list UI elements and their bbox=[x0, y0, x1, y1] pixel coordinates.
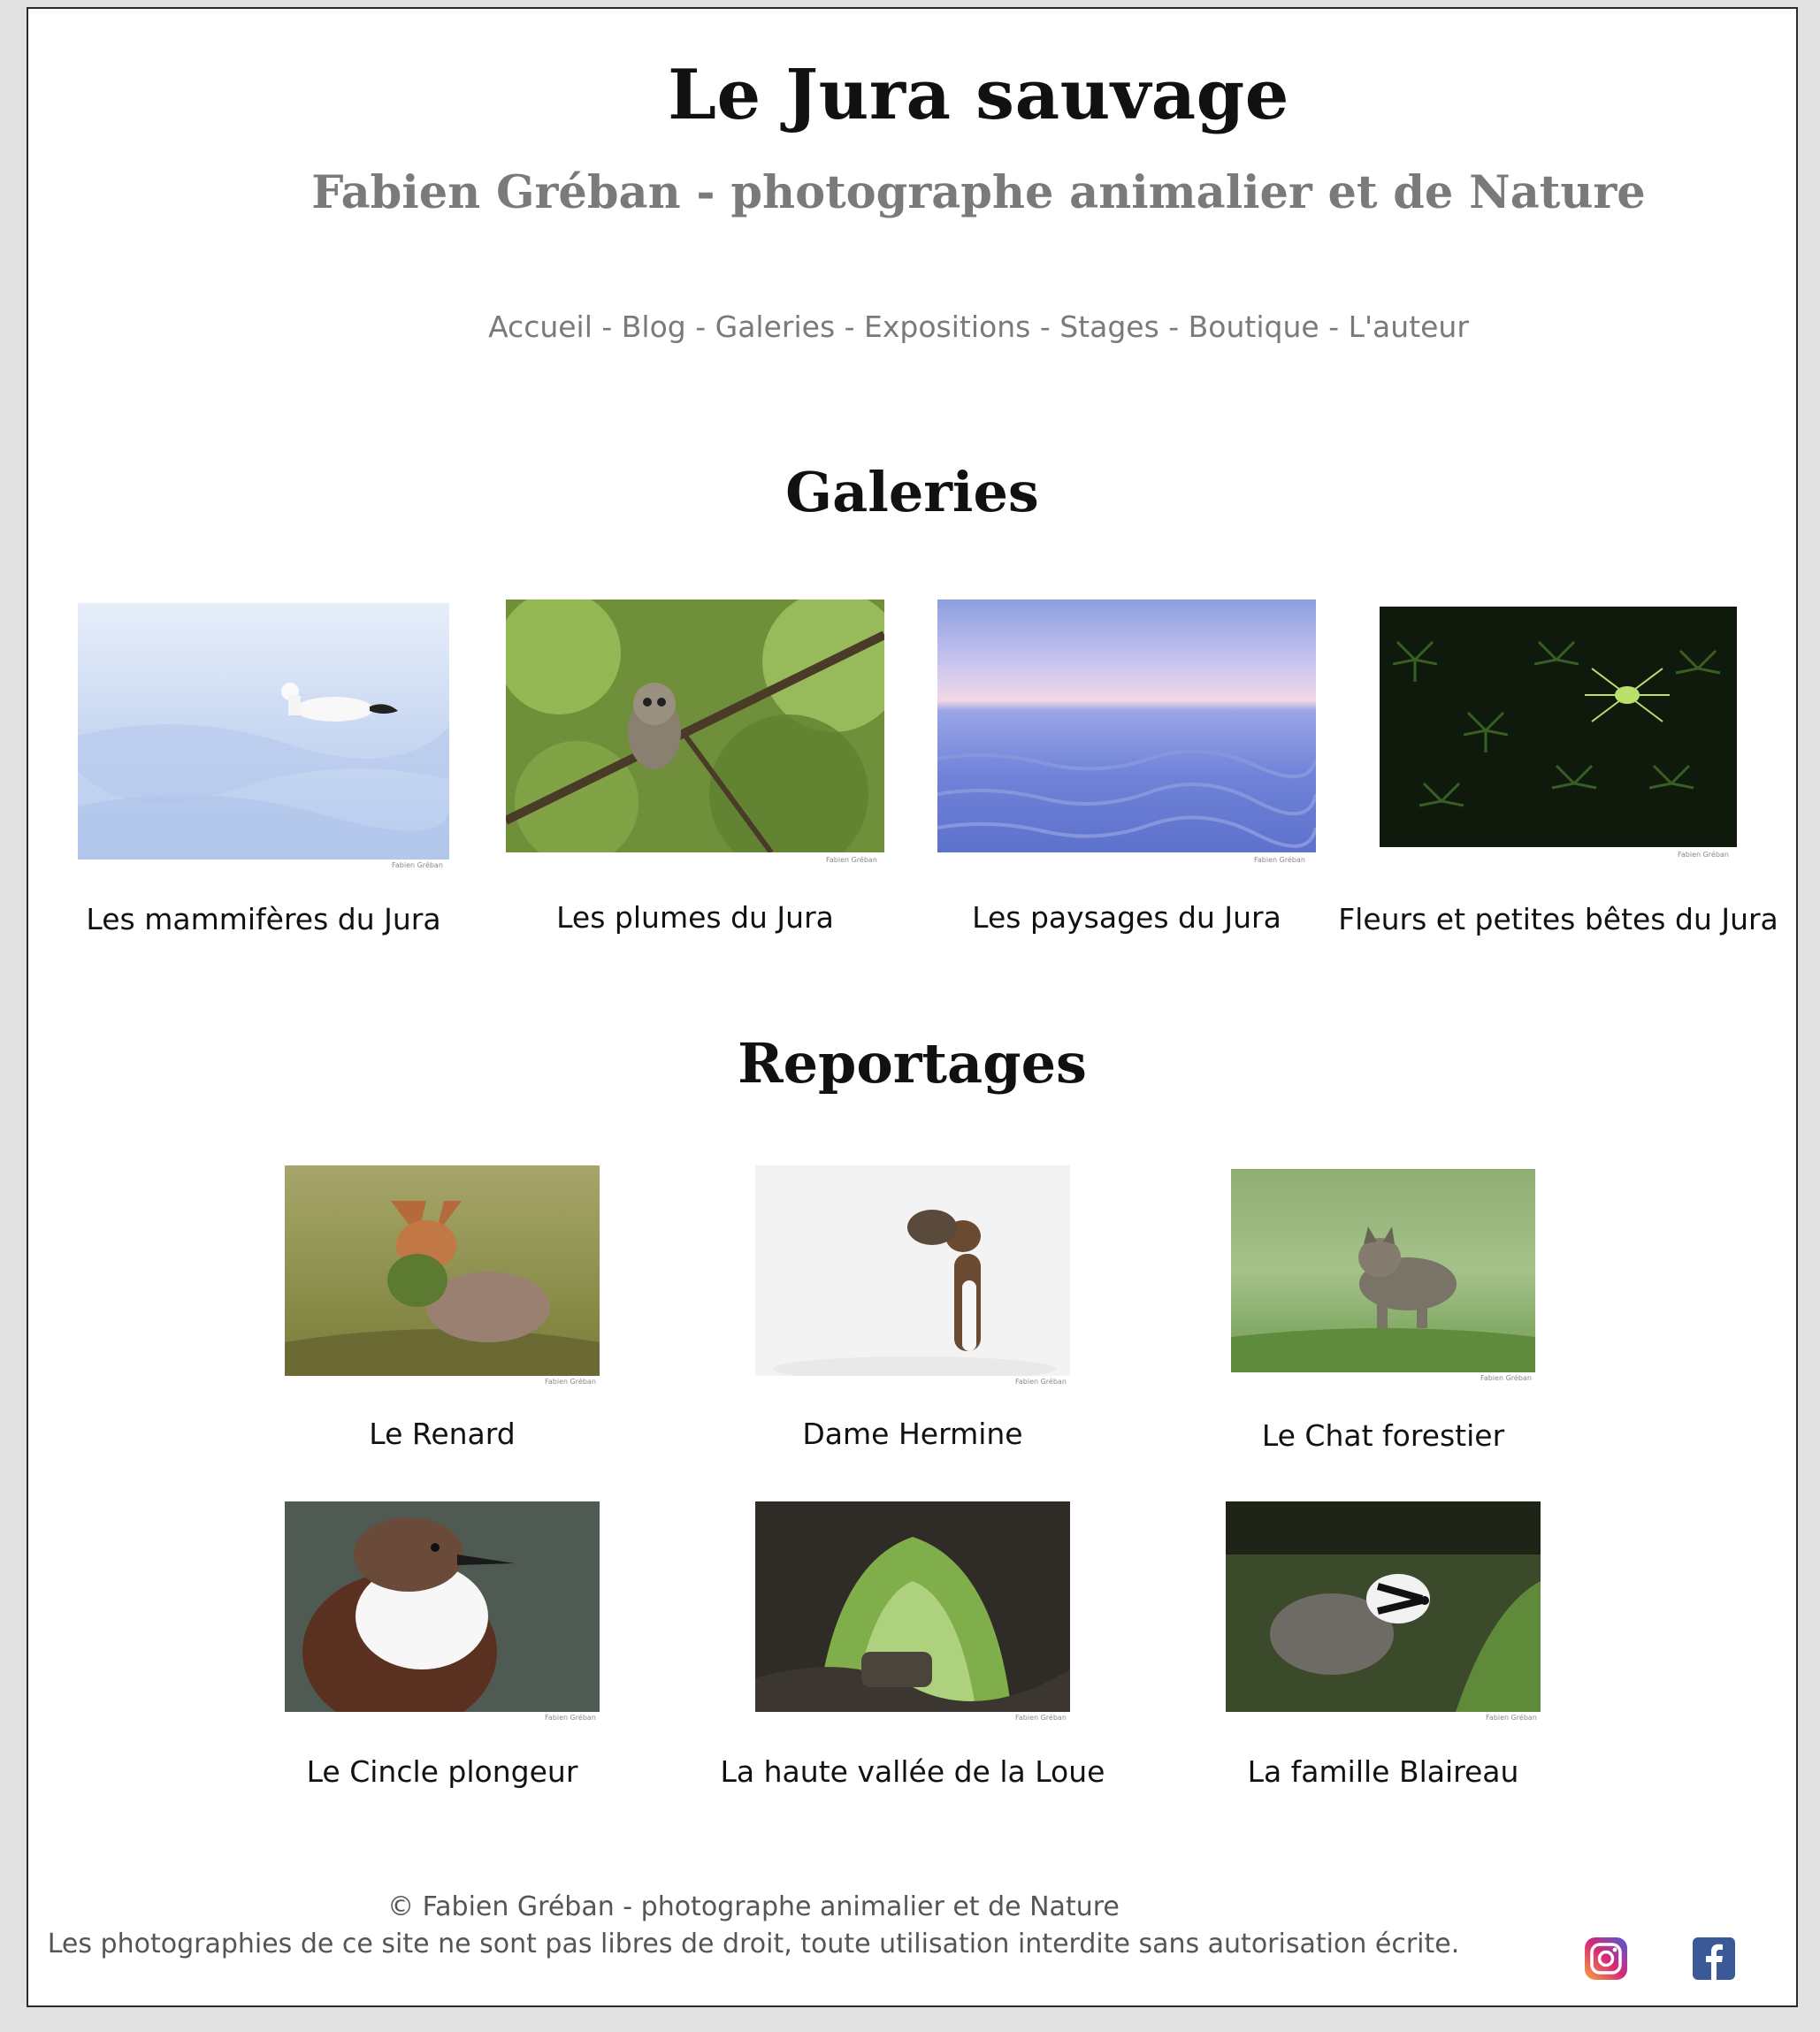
photo-watermark: Fabien Gréban bbox=[1678, 851, 1729, 859]
sea-of-clouds-photo[interactable] bbox=[937, 600, 1316, 852]
nav-link-expositions[interactable]: Expositions bbox=[864, 309, 1031, 344]
gallery-card-plumes[interactable] bbox=[506, 600, 884, 935]
reportage-card-loue[interactable] bbox=[720, 1501, 1105, 1789]
spider-on-moss-photo[interactable] bbox=[1380, 607, 1737, 847]
nav-link-boutique[interactable]: Boutique bbox=[1188, 309, 1319, 344]
gallery-caption[interactable]: Fleurs et petites bêtes du Jura bbox=[1338, 902, 1778, 936]
photo-watermark: Fabien Gréban bbox=[1015, 1378, 1067, 1386]
nav-separator: - bbox=[592, 309, 622, 344]
gallery-caption[interactable]: Les mammifères du Jura bbox=[86, 902, 441, 936]
photo-watermark: Fabien Gréban bbox=[545, 1714, 596, 1722]
page-frame bbox=[27, 7, 1798, 2007]
cave-opening-photo[interactable] bbox=[755, 1501, 1070, 1712]
nav-separator: - bbox=[1030, 309, 1060, 344]
nav-separator: - bbox=[835, 309, 865, 344]
reportage-card-chat-forestier[interactable] bbox=[1231, 1169, 1535, 1453]
photo-watermark: Fabien Gréban bbox=[545, 1378, 596, 1386]
reportage-card-hermine[interactable] bbox=[755, 1165, 1070, 1451]
dipper-photo[interactable] bbox=[285, 1501, 600, 1712]
footer-notice: Les photographies de ce site ne sont pas libres de droit, toute utilisation interdite sans autorisation écrite. bbox=[47, 1929, 1460, 1959]
nav-link-accueil[interactable]: Accueil bbox=[488, 309, 593, 344]
badger-photo[interactable] bbox=[1226, 1501, 1541, 1712]
photo-watermark: Fabien Gréban bbox=[1254, 856, 1305, 864]
reportages-heading: Reportages bbox=[738, 1031, 1087, 1096]
gallery-caption[interactable]: Les paysages du Jura bbox=[972, 900, 1281, 935]
galeries-heading: Galeries bbox=[785, 460, 1039, 524]
facebook-icon[interactable] bbox=[1691, 1936, 1737, 1982]
nav-separator: - bbox=[1159, 309, 1189, 344]
main-nav bbox=[28, 309, 1796, 344]
stoat-in-snow-photo[interactable] bbox=[78, 603, 449, 859]
photo-watermark: Fabien Gréban bbox=[1486, 1714, 1537, 1722]
site-subtitle: Fabien Gréban - photographe animalier et de Nature bbox=[311, 166, 1646, 219]
photo-watermark: Fabien Gréban bbox=[392, 861, 443, 869]
nav-link-galeries[interactable]: Galeries bbox=[715, 309, 836, 344]
reportage-caption[interactable]: Le Renard bbox=[369, 1417, 516, 1451]
nav-link-auteur[interactable]: L'auteur bbox=[1348, 309, 1469, 344]
gallery-card-paysages[interactable] bbox=[937, 600, 1316, 935]
gallery-card-petites-betes[interactable] bbox=[1338, 607, 1778, 936]
reportage-caption[interactable]: Le Chat forestier bbox=[1261, 1418, 1505, 1453]
photo-watermark: Fabien Gréban bbox=[826, 856, 877, 864]
nav-separator: - bbox=[1319, 309, 1349, 344]
reportage-caption[interactable]: Dame Hermine bbox=[802, 1417, 1023, 1451]
reportage-card-renard[interactable] bbox=[285, 1165, 600, 1451]
reportage-caption[interactable]: La haute vallée de la Loue bbox=[720, 1754, 1105, 1789]
nav-link-blog[interactable]: Blog bbox=[621, 309, 686, 344]
fox-photo[interactable] bbox=[285, 1165, 600, 1376]
wildcat-photo[interactable] bbox=[1231, 1169, 1535, 1372]
reportage-card-blaireau[interactable] bbox=[1226, 1501, 1541, 1789]
photo-watermark: Fabien Gréban bbox=[1015, 1714, 1067, 1722]
reportage-caption[interactable]: La famille Blaireau bbox=[1247, 1754, 1519, 1789]
gallery-caption[interactable]: Les plumes du Jura bbox=[556, 900, 834, 935]
instagram-icon[interactable] bbox=[1583, 1936, 1629, 1982]
photo-watermark: Fabien Gréban bbox=[1480, 1374, 1532, 1382]
stoat-with-prey-photo[interactable] bbox=[755, 1165, 1070, 1376]
footer-copyright: © Fabien Gréban - photographe animalier et de Nature bbox=[387, 1891, 1120, 1922]
site-title: Le Jura sauvage bbox=[668, 55, 1289, 135]
owlet-in-tree-photo[interactable] bbox=[506, 600, 884, 852]
reportage-card-cincle[interactable] bbox=[285, 1501, 600, 1789]
nav-separator: - bbox=[685, 309, 715, 344]
nav-link-stages[interactable]: Stages bbox=[1059, 309, 1159, 344]
reportage-caption[interactable]: Le Cincle plongeur bbox=[306, 1754, 578, 1789]
gallery-card-mammiferes[interactable] bbox=[78, 603, 449, 936]
